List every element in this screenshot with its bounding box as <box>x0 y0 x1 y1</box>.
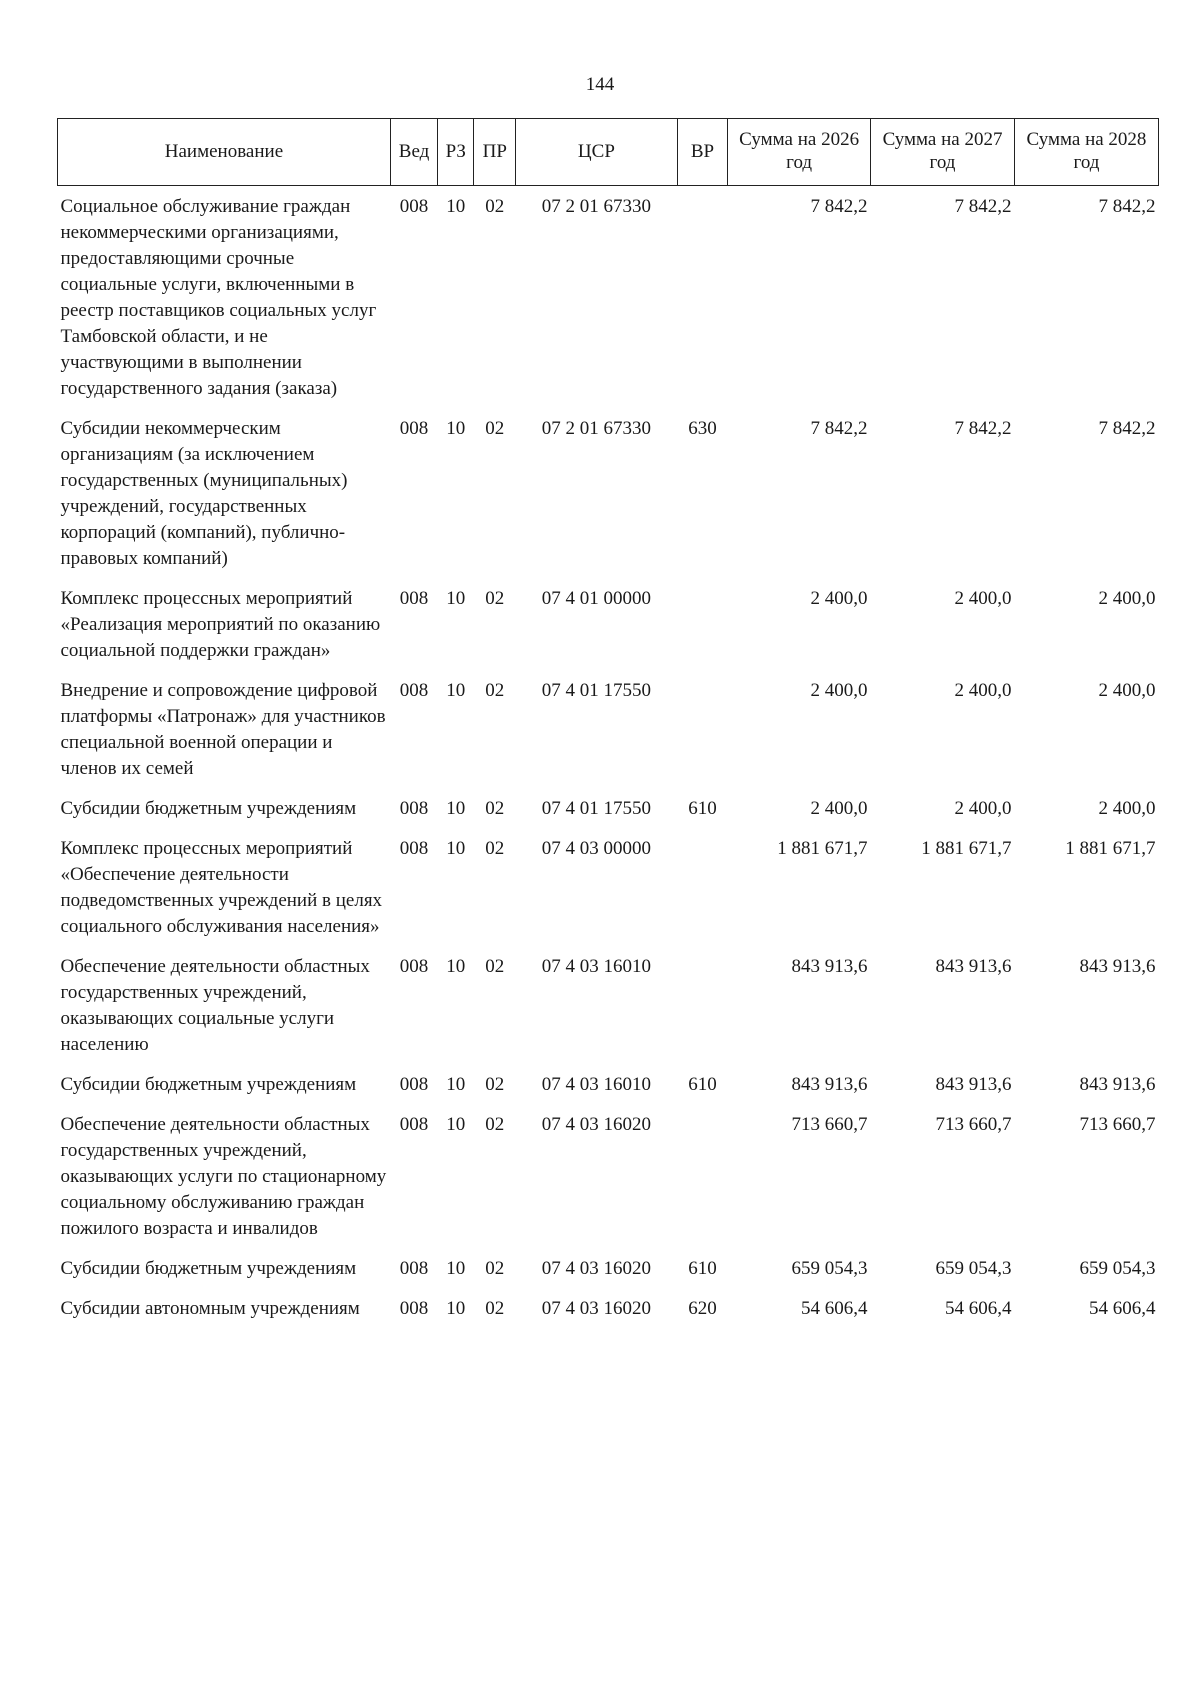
table-row <box>58 578 1159 670</box>
header-sum-2026: Сумма на 2026 год <box>728 119 871 186</box>
row-sum-2027: 2 400,0 <box>954 798 1012 819</box>
row-name: Обеспечение деятельности областных государственных учреждений, оказывающих социальные услуги населению <box>60 956 370 1055</box>
header-pr: ПР <box>474 119 516 186</box>
header-name: Наименование <box>58 119 391 186</box>
row-name: Субсидии бюджетным учреждениям <box>60 798 357 819</box>
table-body <box>58 186 1159 1329</box>
header-csr: ЦСР <box>516 119 678 186</box>
page-number: 144 <box>585 74 615 95</box>
header-ved: Вед <box>390 119 437 186</box>
row-pr: 02 <box>485 956 505 977</box>
row-rz: 10 <box>446 1258 466 1279</box>
row-name: Комплекс процессных мероприятий «Реализация мероприятий по оказанию социальной поддержки граждан» <box>60 588 381 661</box>
budget-table <box>57 118 1159 1328</box>
row-pr: 02 <box>485 1258 505 1279</box>
row-pr: 02 <box>485 838 505 859</box>
row-csr: 07 2 01 67330 <box>541 418 652 439</box>
row-ved: 008 <box>399 418 429 439</box>
row-sum-2026: 2 400,0 <box>810 798 868 819</box>
header-rz: РЗ <box>438 119 474 186</box>
row-vr <box>677 578 728 670</box>
row-sum-2026: 1 881 671,7 <box>777 838 868 859</box>
row-pr: 02 <box>485 798 505 819</box>
row-name: Субсидии бюджетным учреждениям <box>60 1258 357 1279</box>
row-vr <box>677 1104 728 1248</box>
row-name: Обеспечение деятельности областных государственных учреждений, оказывающих услуги по стационарному социальному обслуживанию граждан пожилого возраста и инвалидов <box>60 1114 387 1239</box>
table-row <box>58 408 1159 578</box>
header-vr: ВР <box>677 119 728 186</box>
row-name: Субсидии автономным учреждениям <box>60 1298 360 1319</box>
row-csr: 07 4 03 16010 <box>541 1074 652 1095</box>
row-ved: 008 <box>399 956 429 977</box>
row-sum-2027: 54 606,4 <box>944 1298 1012 1319</box>
row-sum-2026: 2 400,0 <box>810 680 868 701</box>
row-ved: 008 <box>399 798 429 819</box>
row-sum-2027: 2 400,0 <box>954 588 1012 609</box>
row-ved: 008 <box>399 588 429 609</box>
row-sum-2026: 843 913,6 <box>791 1074 868 1095</box>
table-row <box>58 788 1159 828</box>
row-ved: 008 <box>399 838 429 859</box>
table-row <box>58 1104 1159 1248</box>
row-rz: 10 <box>446 1074 466 1095</box>
row-sum-2028: 2 400,0 <box>1098 588 1156 609</box>
row-name: Внедрение и сопровождение цифровой платформы «Патронаж» для участников специальной военной операции и членов их семей <box>60 680 386 779</box>
row-sum-2028: 54 606,4 <box>1089 1298 1156 1319</box>
row-vr: 610 <box>688 1258 717 1279</box>
row-vr <box>677 186 728 409</box>
row-sum-2026: 54 606,4 <box>801 1298 868 1319</box>
row-rz: 10 <box>446 680 466 701</box>
row-name: Субсидии бюджетным учреждениям <box>60 1074 357 1095</box>
row-sum-2028: 7 842,2 <box>1098 196 1156 217</box>
row-csr: 07 4 03 16020 <box>541 1298 652 1319</box>
header-row <box>58 119 1159 186</box>
table-row <box>58 1288 1159 1328</box>
row-ved: 008 <box>399 680 429 701</box>
row-sum-2026: 713 660,7 <box>791 1114 868 1135</box>
row-sum-2026: 843 913,6 <box>791 956 868 977</box>
row-sum-2027: 2 400,0 <box>954 680 1012 701</box>
row-pr: 02 <box>485 680 505 701</box>
row-vr: 630 <box>688 418 717 439</box>
row-name: Субсидии некоммерческим организациям (за исключением государственных (муниципальных) учреждений, государственных корпораций (компаний), публично-правовых компаний) <box>60 418 348 569</box>
row-pr: 02 <box>485 196 505 217</box>
row-sum-2026: 2 400,0 <box>810 588 868 609</box>
row-pr: 02 <box>485 588 505 609</box>
row-sum-2028: 843 913,6 <box>1079 1074 1156 1095</box>
row-rz: 10 <box>446 798 466 819</box>
row-sum-2028: 2 400,0 <box>1098 680 1156 701</box>
table-row <box>58 186 1159 409</box>
row-sum-2027: 7 842,2 <box>954 196 1012 217</box>
row-ved: 008 <box>399 1258 429 1279</box>
row-sum-2028: 659 054,3 <box>1079 1258 1156 1279</box>
row-name: Комплекс процессных мероприятий «Обеспечение деятельности подведомственных учреждений в целях социального обслуживания населения» <box>60 838 383 937</box>
row-csr: 07 4 03 16020 <box>541 1114 652 1135</box>
row-csr: 07 4 03 16010 <box>541 956 652 977</box>
row-ved: 008 <box>399 196 429 217</box>
table-row <box>58 1064 1159 1104</box>
row-sum-2027: 843 913,6 <box>935 1074 1012 1095</box>
row-vr: 610 <box>688 798 717 819</box>
row-sum-2028: 843 913,6 <box>1079 956 1156 977</box>
row-ved: 008 <box>399 1298 429 1319</box>
row-rz: 10 <box>446 1114 466 1135</box>
row-csr: 07 4 03 16020 <box>541 1258 652 1279</box>
row-pr: 02 <box>485 1074 505 1095</box>
table-row <box>58 828 1159 946</box>
row-sum-2027: 659 054,3 <box>935 1258 1012 1279</box>
row-csr: 07 4 03 00000 <box>541 838 652 859</box>
row-sum-2026: 7 842,2 <box>810 418 868 439</box>
row-sum-2027: 1 881 671,7 <box>921 838 1012 859</box>
table-row <box>58 946 1159 1064</box>
row-sum-2027: 843 913,6 <box>935 956 1012 977</box>
table-row <box>58 670 1159 788</box>
header-sum-2028: Сумма на 2028 год <box>1014 119 1158 186</box>
row-vr <box>677 670 728 788</box>
row-vr <box>677 828 728 946</box>
row-sum-2027: 713 660,7 <box>935 1114 1012 1135</box>
row-pr: 02 <box>485 1114 505 1135</box>
row-rz: 10 <box>446 418 466 439</box>
row-rz: 10 <box>446 956 466 977</box>
row-ved: 008 <box>399 1114 429 1135</box>
row-pr: 02 <box>485 1298 505 1319</box>
row-ved: 008 <box>399 1074 429 1095</box>
row-sum-2028: 1 881 671,7 <box>1065 838 1156 859</box>
row-sum-2026: 7 842,2 <box>810 196 868 217</box>
row-csr: 07 2 01 67330 <box>541 196 652 217</box>
row-rz: 10 <box>446 1298 466 1319</box>
row-pr: 02 <box>485 418 505 439</box>
row-sum-2028: 7 842,2 <box>1098 418 1156 439</box>
table-header <box>58 119 1159 186</box>
row-vr <box>677 946 728 1064</box>
header-sum-2027: Сумма на 2027 год <box>871 119 1015 186</box>
row-sum-2026: 659 054,3 <box>791 1258 868 1279</box>
row-csr: 07 4 01 17550 <box>541 798 652 819</box>
row-sum-2027: 7 842,2 <box>954 418 1012 439</box>
row-rz: 10 <box>446 838 466 859</box>
row-rz: 10 <box>446 588 466 609</box>
row-name: Социальное обслуживание граждан некоммерческими организациями, предоставляющими срочные социальные услуги, включенными в реестр поставщиков социальных услуг Тамбовской области, и не участвующими в выполнении государственного задания (заказа) <box>60 196 377 399</box>
row-rz: 10 <box>446 196 466 217</box>
row-csr: 07 4 01 00000 <box>541 588 652 609</box>
table-row <box>58 1248 1159 1288</box>
row-vr: 620 <box>688 1298 717 1319</box>
row-vr: 610 <box>688 1074 717 1095</box>
row-csr: 07 4 01 17550 <box>541 680 652 701</box>
row-sum-2028: 2 400,0 <box>1098 798 1156 819</box>
row-sum-2028: 713 660,7 <box>1079 1114 1156 1135</box>
